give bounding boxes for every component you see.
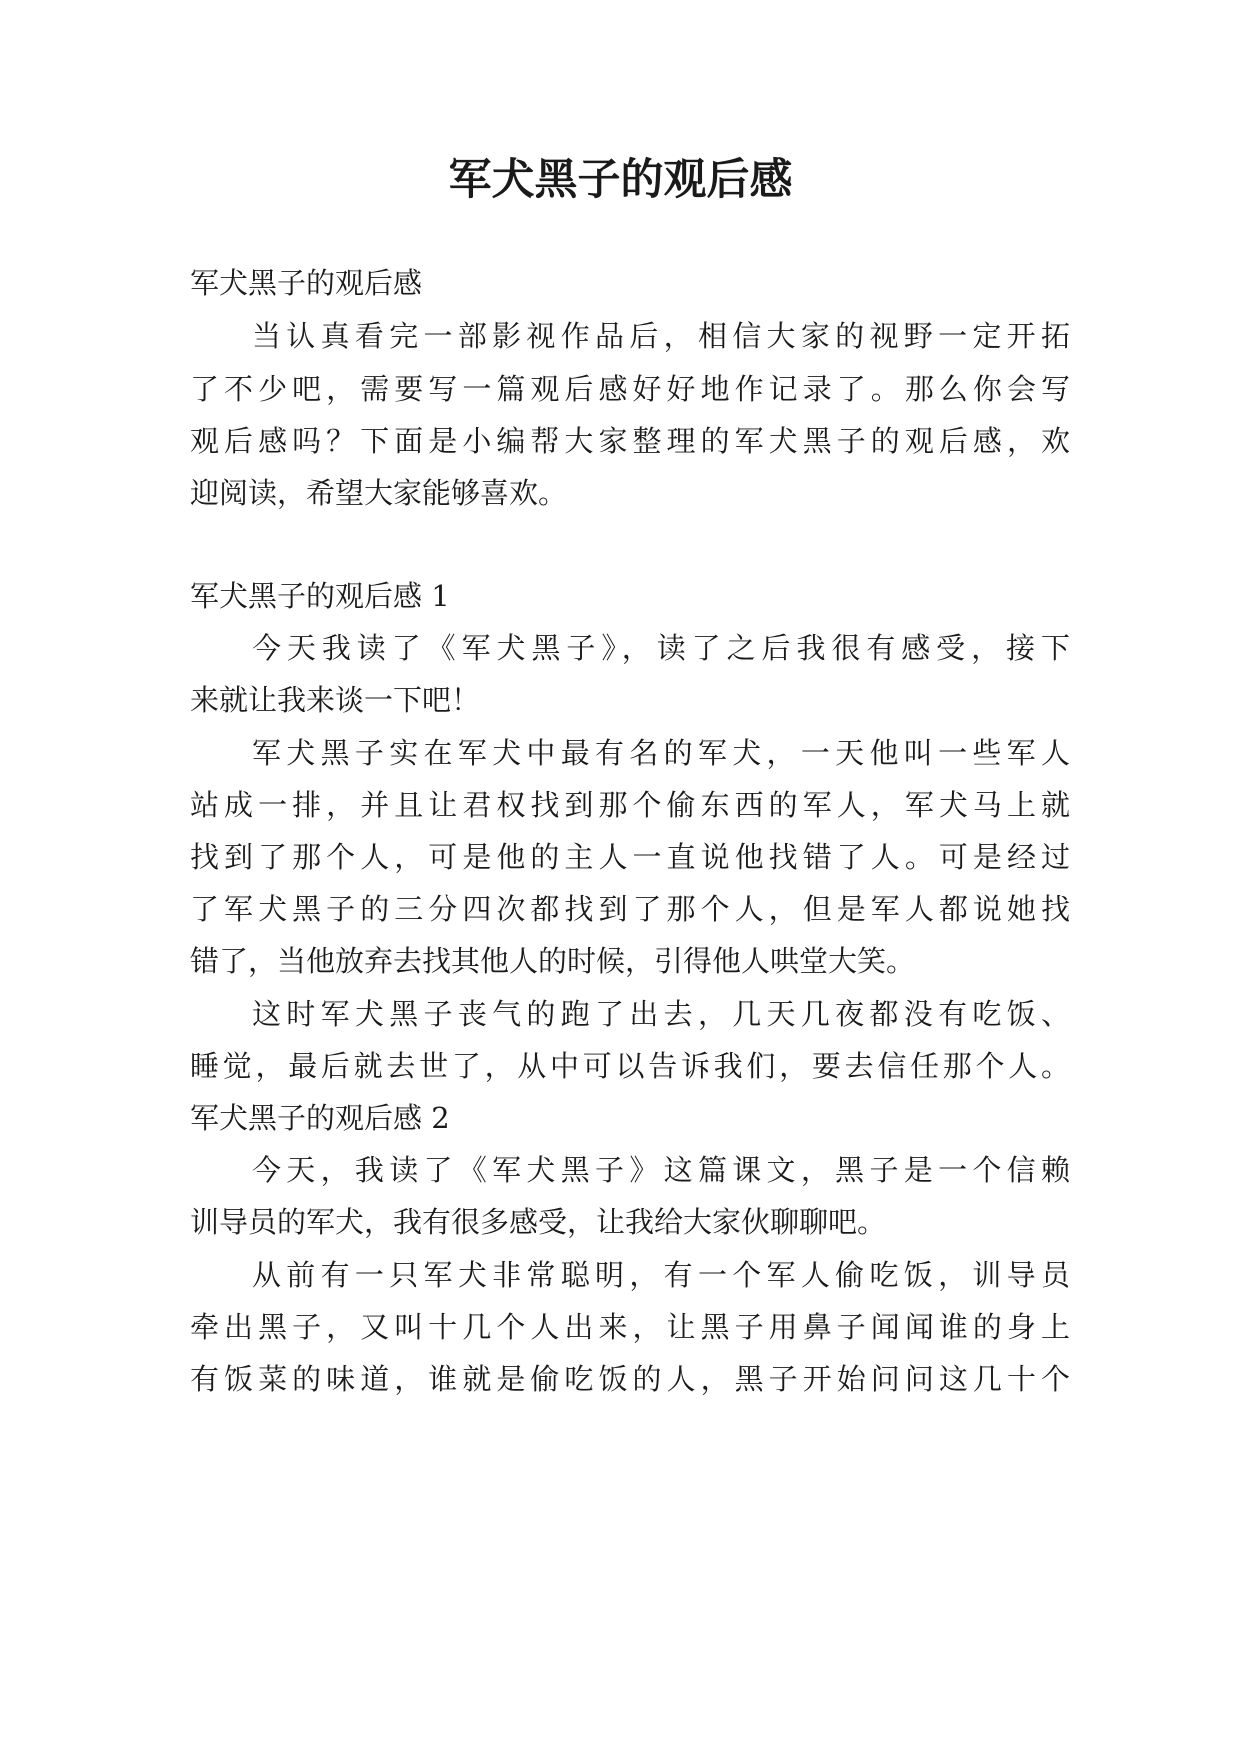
body-line: 训导员的军犬，我有很多感受，让我给大家伙聊聊吧。 xyxy=(190,1205,887,1239)
body-line: 站成一排，并且让君权找到那个偷东西的军人，军犬马上就 xyxy=(190,788,1070,822)
body-line: 今天我读了《军犬黑子》，读了之后我很有感受，接下 xyxy=(252,631,1070,665)
section-heading: 军犬黑子的观后感 1 xyxy=(190,579,450,613)
body-line: 了不少吧，需要写一篇观后感好好地作记录了。那么你会写 xyxy=(190,372,1070,406)
body-line: 观后感吗？下面是小编帮大家整理的军犬黑子的观后感，欢 xyxy=(190,424,1070,458)
document-title: 军犬黑子的观后感 xyxy=(448,155,793,205)
body-line: 从前有一只军犬非常聪明，有一个军人偷吃饭，训导员 xyxy=(252,1258,1070,1292)
section-heading: 军犬黑子的观后感 2 xyxy=(190,1101,450,1135)
body-line: 军犬黑子实在军犬中最有名的军犬，一天他叫一些军人 xyxy=(252,736,1070,770)
body-line: 了军犬黑子的三分四次都找到了那个人，但是军人都说她找 xyxy=(190,892,1070,926)
body-line: 来就让我来谈一下吧！ xyxy=(190,683,481,717)
body-line: 今天，我读了《军犬黑子》这篇课文，黑子是一个信赖 xyxy=(252,1153,1070,1187)
body-line: 错了，当他放弃去找其他人的时候，引得他人哄堂大笑。 xyxy=(190,944,916,978)
body-line: 有饭菜的味道，谁就是偷吃饭的人，黑子开始问问这几十个 xyxy=(190,1362,1070,1396)
body-line: 军犬黑子的观后感 xyxy=(190,266,423,300)
body-line: 这时军犬黑子丧气的跑了出去，几天几夜都没有吃饭、 xyxy=(252,997,1070,1031)
body-line: 当认真看完一部影视作品后，相信大家的视野一定开拓 xyxy=(252,319,1070,353)
body-line: 睡觉，最后就去世了，从中可以告诉我们，要去信任那个人。 xyxy=(190,1049,1070,1083)
body-line: 找到了那个人，可是他的主人一直说他找错了人。可是经过 xyxy=(190,840,1070,874)
body-line: 迎阅读，希望大家能够喜欢。 xyxy=(190,476,568,510)
body-line: 牵出黑子，又叫十几个人出来，让黑子用鼻子闻闻谁的身上 xyxy=(190,1310,1070,1344)
